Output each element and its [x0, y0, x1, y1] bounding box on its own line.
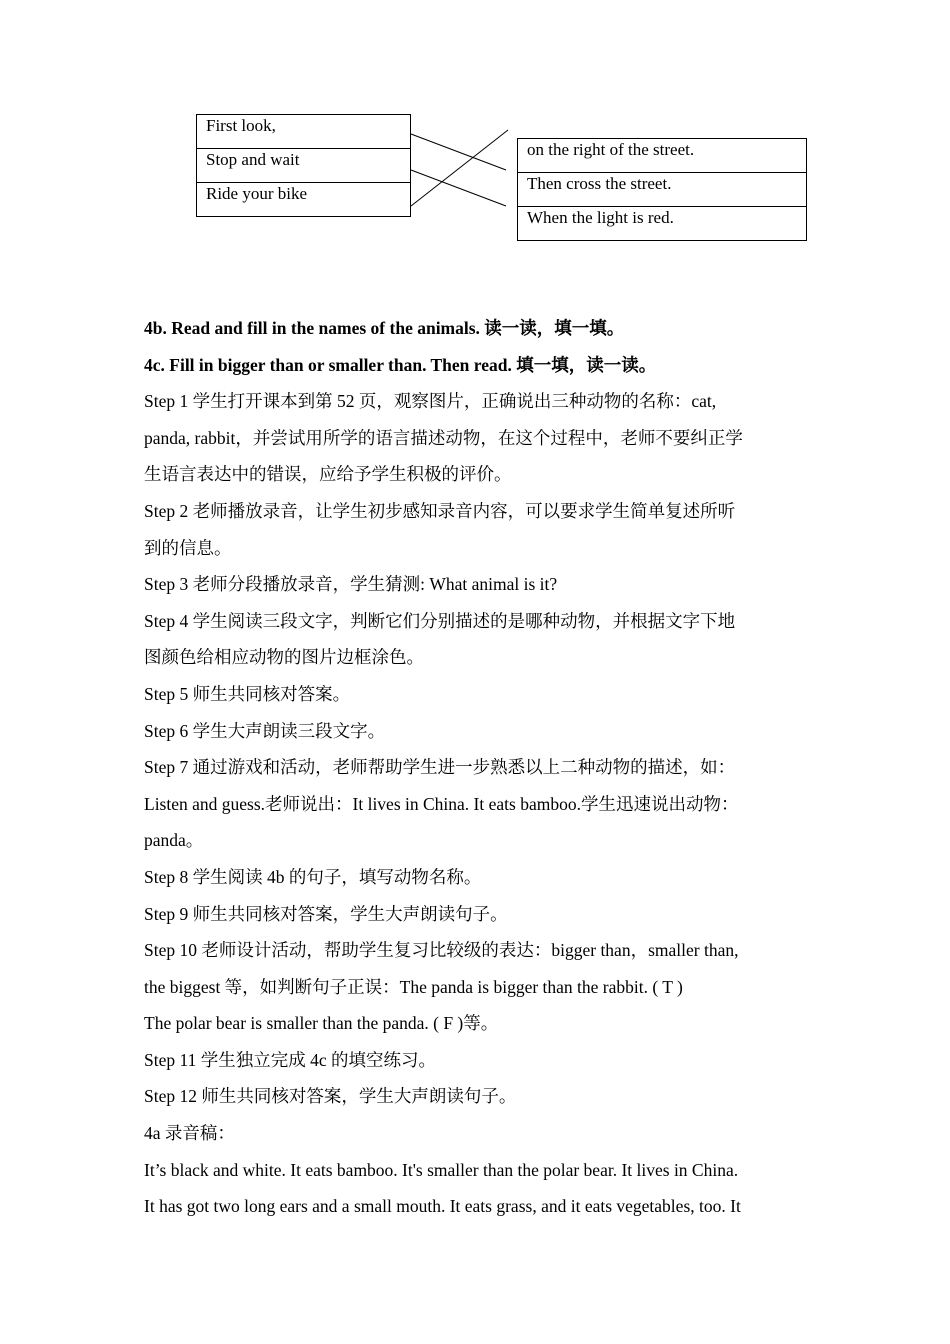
section-heading: 4c. Fill in bigger than or smaller than. Then read. 填一填，读一读。 [144, 354, 657, 375]
text-line: 4a 录音稿： [144, 1123, 235, 1144]
text-line: Listen and guess.老师说出：It lives in China. It eats bamboo.学生迅速说出动物： [144, 793, 739, 814]
matching-right-table [517, 138, 807, 241]
lesson-text [144, 310, 814, 1225]
text-line: It’s black and white. It eats bamboo. It's smaller than the polar bear. It lives in China. [144, 1159, 739, 1180]
text-line: Step 7 通过游戏和活动，老师帮助学生进一步熟悉以上二种动物的描述，如： [144, 757, 736, 778]
text-line: panda, rabbit，并尝试用所学的语言描述动物，在这个过程中，老师不要纠正学 [144, 427, 743, 448]
connector-line [411, 170, 506, 206]
matching-left-cell: Ride your bike [197, 183, 411, 217]
text-line: Step 11 学生独立完成 4c 的填空练习。 [144, 1049, 436, 1070]
text-line: Step 4 学生阅读三段文字，判断它们分别描述的是哪种动物，并根据文字下地 [144, 610, 736, 631]
text-line: Step 8 学生阅读 4b 的句子，填写动物名称。 [144, 866, 482, 887]
connector-line [411, 130, 508, 206]
matching-right-cell: When the light is red. [518, 207, 807, 241]
text-line: 生语言表达中的错误，应给予学生积极的评价。 [144, 464, 512, 485]
matching-right-cell: Then cross the street. [518, 173, 807, 207]
matching-connector-lines [0, 0, 950, 300]
text-line: Step 1 学生打开课本到第 52 页，观察图片，正确说出三种动物的名称：cat, [144, 391, 717, 412]
matching-left-table [196, 114, 411, 217]
text-line: 图颜色给相应动物的图片边框涂色。 [144, 647, 424, 668]
text-line: Step 12 师生共同核对答案，学生大声朗读句子。 [144, 1086, 517, 1107]
text-line: Step 3 老师分段播放录音，学生猜测: What animal is it? [144, 574, 558, 595]
text-line: the biggest 等，如判断句子正误：The panda is bigger than the rabbit. ( T ) [144, 976, 683, 997]
text-line: It has got two long ears and a small mouth. It eats grass, and it eats vegetables, too. It [144, 1196, 741, 1217]
text-line: Step 5 师生共同核对答案。 [144, 683, 351, 704]
text-line: panda。 [144, 830, 204, 851]
matching-right-cell: on the right of the street. [518, 139, 807, 173]
text-line: The polar bear is smaller than the panda. ( F )等。 [144, 1013, 499, 1034]
text-line: Step 6 学生大声朗读三段文字。 [144, 720, 386, 741]
text-line: 到的信息。 [144, 537, 232, 558]
section-heading: 4b. Read and fill in the names of the animals. 读一读，填一填。 [144, 318, 625, 338]
matching-left-cell: Stop and wait [197, 149, 411, 183]
text-line: Step 10 老师设计活动，帮助学生复习比较级的表达：bigger than，smaller than, [144, 940, 739, 961]
matching-left-cell: First look, [197, 115, 411, 149]
connector-line [411, 134, 506, 170]
text-line: Step 2 老师播放录音，让学生初步感知录音内容，可以要求学生简单复述所听 [144, 500, 736, 521]
text-line: Step 9 师生共同核对答案，学生大声朗读句子。 [144, 903, 508, 924]
